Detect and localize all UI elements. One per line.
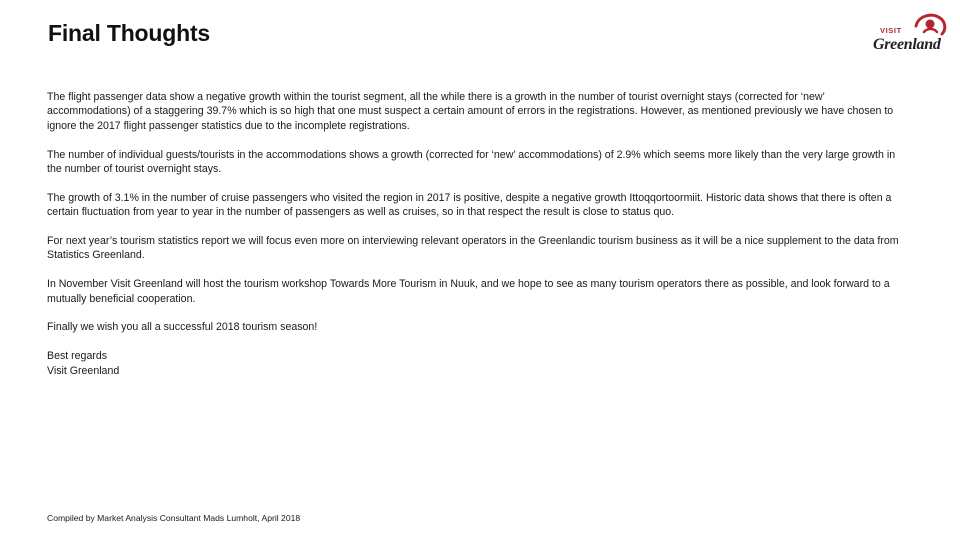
paragraph-tourism-workshop: In November Visit Greenland will host the tourism workshop Towards More Tourism in Nuuk, and we hope to see as many tourism operators there as possible, and look forward to a mutually beneficial cooperation. <box>47 278 890 305</box>
logo-mark <box>872 12 952 56</box>
body-text <box>47 90 907 392</box>
paragraph-individual-guests: The number of individual guests/tourists in the accommodations shows a growth (corrected for ‘new’ accommodations) of 2.9% which seems more likely than the very large growth in the number of tourist overnight stays. <box>47 148 896 176</box>
signoff <box>47 349 907 378</box>
visit-greenland-logo <box>872 12 952 56</box>
paragraph-next-year-report: For next year’s tourism statistics report we will focus even more on interviewing relevant operators in the Greenlandic tourism business as it will be a nice supplement to the data from Statistics Greenland. <box>47 235 899 262</box>
closing-sentence: Finally we wish you all a successful 2018 tourism season! <box>47 321 318 334</box>
footer-credit: Compiled by Market Analysis Consultant Mads Lumholt, April 2018 <box>47 513 301 523</box>
signoff-sender: Visit Greenland <box>47 364 120 377</box>
paragraph-flight-passengers: The flight passenger data show a negative growth within the tourist segment, all the while there is a growth in the number of tourist overnight stays (corrected for ‘new’ accommodations) of a staggering 39.7% which is so high that one must suspect a certain amount of errors in the registrations. However, as mentioned previously we have chosen to ignore the 2017 flight passenger statistics due to the incomplete registrations. <box>47 91 894 132</box>
paragraph-cruise-passengers: The growth of 3.1% in the number of cruise passengers who visited the region in 2017 is positive, despite a negative growth Ittoqqortoormiit. Historic data shows that there is often a certain fluctuation from year to year in the number of passengers as well as cruises, so in that respect the result is close to status quo. <box>47 191 892 219</box>
logo-top-text: VISIT <box>880 26 902 35</box>
logo-script-text: Greenland <box>873 36 941 53</box>
page-title: Final Thoughts <box>48 20 211 46</box>
signoff-greeting: Best regards <box>47 350 108 363</box>
